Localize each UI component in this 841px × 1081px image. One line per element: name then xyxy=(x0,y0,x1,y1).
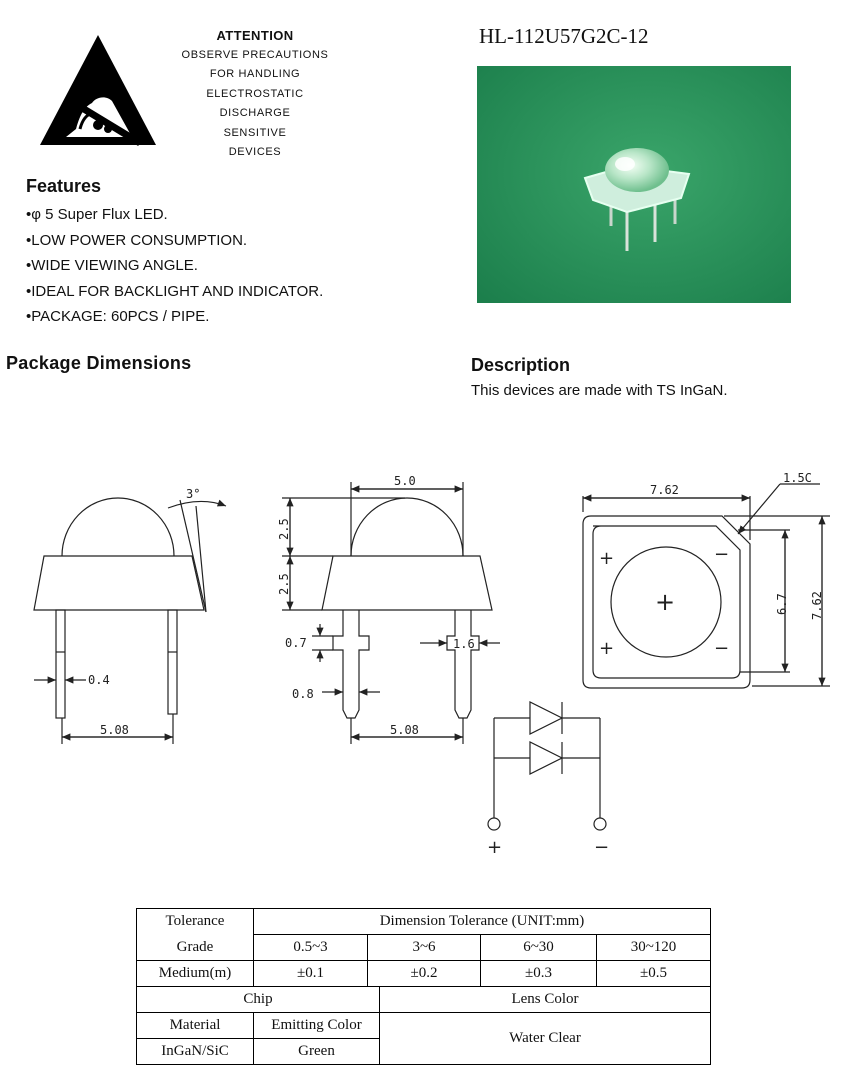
tolerance-cell: ±0.1 xyxy=(254,961,368,987)
front-view-led xyxy=(282,482,500,744)
esd-line: ELECTROSTATIC xyxy=(206,87,304,100)
tolerance-cell: ±0.2 xyxy=(368,961,481,987)
body-height-label: 2.5 xyxy=(277,573,291,595)
feature-item: •WIDE VIEWING ANGLE. xyxy=(26,257,198,274)
package-dimensions-title: Package Dimensions xyxy=(6,353,192,373)
part-number: HL-112U57G2C-12 xyxy=(479,24,649,48)
esd-line: SENSITIVE xyxy=(223,126,287,139)
package-dimension-drawing xyxy=(0,440,841,860)
top-width-label: 5.0 xyxy=(394,474,416,488)
anode-label: + xyxy=(487,837,503,858)
minus-mark: − xyxy=(714,638,730,659)
center-plus-mark: + xyxy=(655,588,676,616)
tolerance-cell: ±0.3 xyxy=(481,961,597,987)
feature-item: •LOW POWER CONSUMPTION. xyxy=(26,231,248,249)
viewing-angle-label: 3° xyxy=(186,487,201,501)
plus-mark: + xyxy=(599,548,615,569)
range-cell: 3~6 xyxy=(368,935,481,961)
esd-line: DISCHARGE xyxy=(219,107,291,119)
medium-cell: Medium(m) xyxy=(137,961,254,987)
range-cell: 30~120 xyxy=(597,935,711,961)
pitch-label-a: 5.08 xyxy=(100,723,129,737)
cathode-label: − xyxy=(594,837,610,858)
range-cell: 0.5~3 xyxy=(254,935,368,961)
tolerance-header: Tolerance xyxy=(137,909,254,935)
esd-title: ATTENTION xyxy=(216,28,294,43)
feature-item: •PACKAGE: 60PCS / PIPE. xyxy=(26,308,210,325)
pitch-label-b: 5.08 xyxy=(390,723,419,737)
lead-width-label: 0.4 xyxy=(88,673,110,687)
lead-step-label: 0.7 xyxy=(285,636,307,650)
square-height-label: 7.62 xyxy=(810,591,824,620)
esd-caution-text xyxy=(170,26,340,163)
lead-tab-label: 1.6 xyxy=(453,637,475,651)
emitting-color-value: Green xyxy=(254,1039,380,1065)
material-header: Material xyxy=(137,1013,254,1039)
plus-mark: + xyxy=(599,638,615,659)
esd-line: DEVICES xyxy=(228,146,282,158)
top-view-led xyxy=(583,484,830,688)
feature-item: •IDEAL FOR BACKLIGHT AND INDICATOR. xyxy=(26,282,324,300)
features-title: Features xyxy=(26,176,102,196)
description-text: This devices are made with TS InGaN. xyxy=(471,382,728,399)
diode-schematic xyxy=(488,702,606,830)
tolerance-table xyxy=(136,908,711,1065)
emitting-color-header: Emitting Color xyxy=(254,1013,380,1039)
side-view-led xyxy=(34,498,226,744)
esd-warning-icon xyxy=(36,33,160,149)
range-cell: 6~30 xyxy=(481,935,597,961)
lead-tip-label: 0.8 xyxy=(292,687,314,701)
lens-color-value: Water Clear xyxy=(380,1013,711,1065)
dimension-tolerance-header: Dimension Tolerance (UNIT:mm) xyxy=(254,909,711,935)
material-value: InGaN/SiC xyxy=(137,1039,254,1065)
chamfer-label: 1.5C xyxy=(783,471,812,485)
esd-line: FOR HANDLING xyxy=(209,68,301,80)
dome-height-label: 2.5 xyxy=(277,518,291,540)
led-product-photo xyxy=(477,66,791,303)
features-list xyxy=(26,202,323,330)
minus-mark: − xyxy=(714,544,730,565)
grade-header: Grade xyxy=(137,935,254,961)
esd-line: OBSERVE PRECAUTIONS xyxy=(181,48,329,61)
square-width-label: 7.62 xyxy=(650,483,679,497)
feature-item: •φ 5 Super Flux LED. xyxy=(26,206,168,223)
inner-height-label: 6.7 xyxy=(775,593,789,615)
lens-color-header: Lens Color xyxy=(380,987,711,1013)
description-title: Description xyxy=(471,355,571,375)
chip-header: Chip xyxy=(137,987,380,1013)
tolerance-cell: ±0.5 xyxy=(597,961,711,987)
